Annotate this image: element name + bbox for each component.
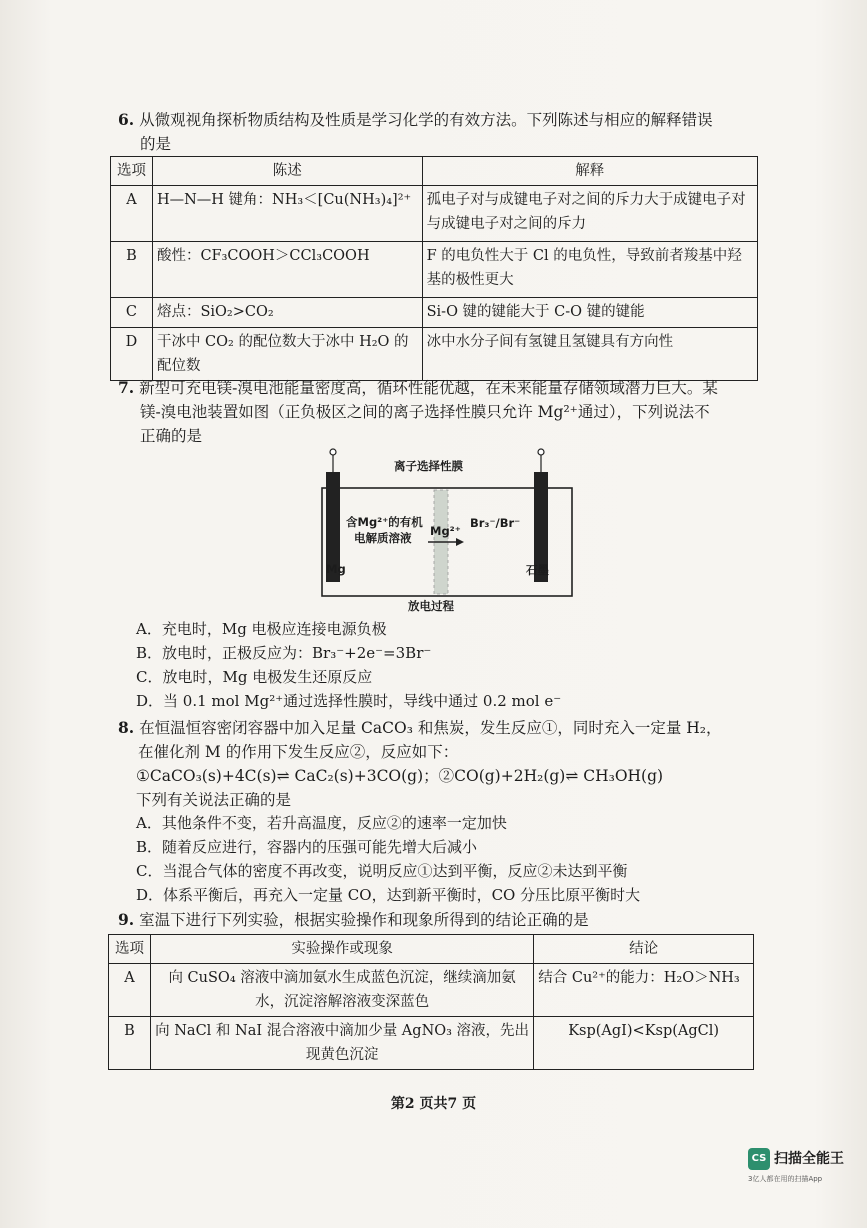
cs-logo-icon: CS bbox=[748, 1148, 770, 1170]
q7-option-c: C．放电时，Mg 电极发生还原反应 bbox=[136, 668, 373, 686]
table-header-row bbox=[109, 935, 754, 964]
operation-cell: 向 NaCl 和 NaI 混合溶液中滴加少量 AgNO₃ 溶液，先出现黄色沉淀 bbox=[150, 1017, 533, 1070]
explanation-cell: 冰中水分子间有氢键且氢键具有方向性 bbox=[422, 328, 757, 381]
table-header: 选项 bbox=[109, 935, 151, 964]
question-text: 的是 bbox=[140, 135, 172, 153]
question-9-table bbox=[108, 934, 754, 1070]
graphite-label: 石墨 bbox=[526, 563, 549, 577]
operation-cell: 向 CuSO₄ 溶液中滴加氨水生成蓝色沉淀，继续滴加氨水，沉淀溶解溶液变深蓝色 bbox=[150, 964, 533, 1017]
q7-option-b: B．放电时，正极反应为：Br₃⁻+2e⁻=3Br⁻ bbox=[136, 644, 432, 662]
question-text: 室温下进行下列实验，根据实验操作和现象所得到的结论正确的是 bbox=[139, 911, 589, 929]
table-row bbox=[111, 298, 758, 328]
statement-cell: 干冰中 CO₂ 的配位数大于冰中 H₂O 的配位数 bbox=[152, 328, 422, 381]
question-7-stem bbox=[118, 376, 758, 448]
table-row bbox=[109, 1017, 754, 1070]
mg-label: Mg bbox=[326, 562, 346, 576]
question-number: 7. bbox=[118, 378, 135, 397]
question-8-stem bbox=[118, 716, 758, 812]
left-solution-label: 含Mg²⁺的有机 bbox=[346, 515, 423, 529]
q7-option-a: A．充电时，Mg 电极应连接电源负极 bbox=[136, 620, 387, 638]
question-number: 8. bbox=[118, 718, 135, 737]
option-cell: B bbox=[111, 242, 153, 298]
question-6-table bbox=[110, 156, 758, 381]
explanation-cell: Si-O 键的键能大于 C-O 键的键能 bbox=[422, 298, 757, 328]
option-cell: D bbox=[111, 328, 153, 381]
mg-terminal bbox=[330, 449, 336, 455]
question-text: 镁-溴电池装置如图（正负极区之间的离子选择性膜只允许 Mg²⁺通过），下列说法不 bbox=[140, 403, 710, 421]
statement-cell: H—N—H 键角：NH₃＜[Cu(NH₃)₄]²⁺ bbox=[152, 186, 422, 242]
question-ask: 下列有关说法正确的是 bbox=[136, 791, 292, 809]
left-solution-label-2: 电解质溶液 bbox=[354, 531, 412, 545]
question-9-stem bbox=[118, 908, 758, 932]
option-cell: C bbox=[111, 298, 153, 328]
q8-option-b: B．随着反应进行，容器内的压强可能先增大后减小 bbox=[136, 838, 478, 856]
conclusion-cell: Ksp(AgI)<Ksp(AgCl) bbox=[534, 1017, 754, 1070]
question-text: 正确的是 bbox=[140, 427, 203, 445]
table-row bbox=[111, 328, 758, 381]
right-solution-label: Br₃⁻/Br⁻ bbox=[470, 516, 521, 530]
q8-option-a: A．其他条件不变，若升高温度，反应②的速率一定加快 bbox=[136, 814, 507, 832]
q8-option-d: D．体系平衡后，再充入一定量 CO，达到新平衡时，CO 分压比原平衡时大 bbox=[136, 886, 641, 904]
option-cell: A bbox=[109, 964, 151, 1017]
table-header: 陈述 bbox=[152, 157, 422, 186]
table-row bbox=[111, 242, 758, 298]
brand-name: 扫描全能王 bbox=[774, 1151, 844, 1167]
table-header: 解释 bbox=[422, 157, 757, 186]
scanner-watermark bbox=[748, 1148, 860, 1196]
question-text: 从微观视角探析物质结构及性质是学习化学的有效方法。下列陈述与相应的解释错误 bbox=[139, 111, 713, 129]
q7-option-d: D．当 0.1 mol Mg²⁺通过选择性膜时，导线中通过 0.2 mol e⁻ bbox=[136, 692, 562, 710]
question-number: 9. bbox=[118, 910, 135, 929]
ion-label: Mg²⁺ bbox=[430, 524, 461, 538]
statement-cell: 熔点：SiO₂>CO₂ bbox=[152, 298, 422, 328]
battery-diagram bbox=[300, 446, 580, 616]
ion-arrow-head bbox=[456, 538, 464, 546]
reaction-equations: ①CaCO₃(s)+4C(s)⇌ CaC₂(s)+3CO(g)；②CO(g)+2H₂(g)⇌ CH₃OH(g) bbox=[136, 767, 664, 785]
question-text: 新型可充电镁-溴电池能量密度高，循环性能优越，在未来能量存储领域潜力巨大。某 bbox=[139, 379, 718, 397]
option-cell: B bbox=[109, 1017, 151, 1070]
table-header-row bbox=[111, 157, 758, 186]
membrane-label: 离子选择性膜 bbox=[394, 459, 463, 473]
question-text: 在恒温恒容密闭容器中加入足量 CaCO₃ 和焦炭，发生反应①，同时充入一定量 H₂， bbox=[139, 719, 722, 737]
question-6-stem bbox=[118, 108, 758, 156]
question-text: 在催化剂 M 的作用下发生反应②，反应如下： bbox=[138, 743, 459, 761]
table-header: 选项 bbox=[111, 157, 153, 186]
question-number: 6. bbox=[118, 110, 135, 129]
brand-tagline: 3亿人都在用的扫描App bbox=[748, 1175, 823, 1183]
explanation-cell: 孤电子对与成键电子对之间的斥力大于成键电子对与成键电子对之间的斥力 bbox=[422, 186, 757, 242]
conclusion-cell: 结合 Cu²⁺的能力：H₂O＞NH₃ bbox=[534, 964, 754, 1017]
table-header: 实验操作或现象 bbox=[150, 935, 533, 964]
option-cell: A bbox=[111, 186, 153, 242]
graphite-terminal bbox=[538, 449, 544, 455]
table-row bbox=[109, 964, 754, 1017]
page-number: 第2 页共7 页 bbox=[390, 1096, 477, 1112]
table-header: 结论 bbox=[534, 935, 754, 964]
table-row bbox=[111, 186, 758, 242]
diagram-caption: 放电过程 bbox=[408, 599, 454, 613]
statement-cell: 酸性：CF₃COOH＞CCl₃COOH bbox=[152, 242, 422, 298]
explanation-cell: F 的电负性大于 Cl 的电负性，导致前者羧基中羟基的极性更大 bbox=[422, 242, 757, 298]
q8-option-c: C．当混合气体的密度不再改变，说明反应①达到平衡，反应②未达到平衡 bbox=[136, 862, 628, 880]
